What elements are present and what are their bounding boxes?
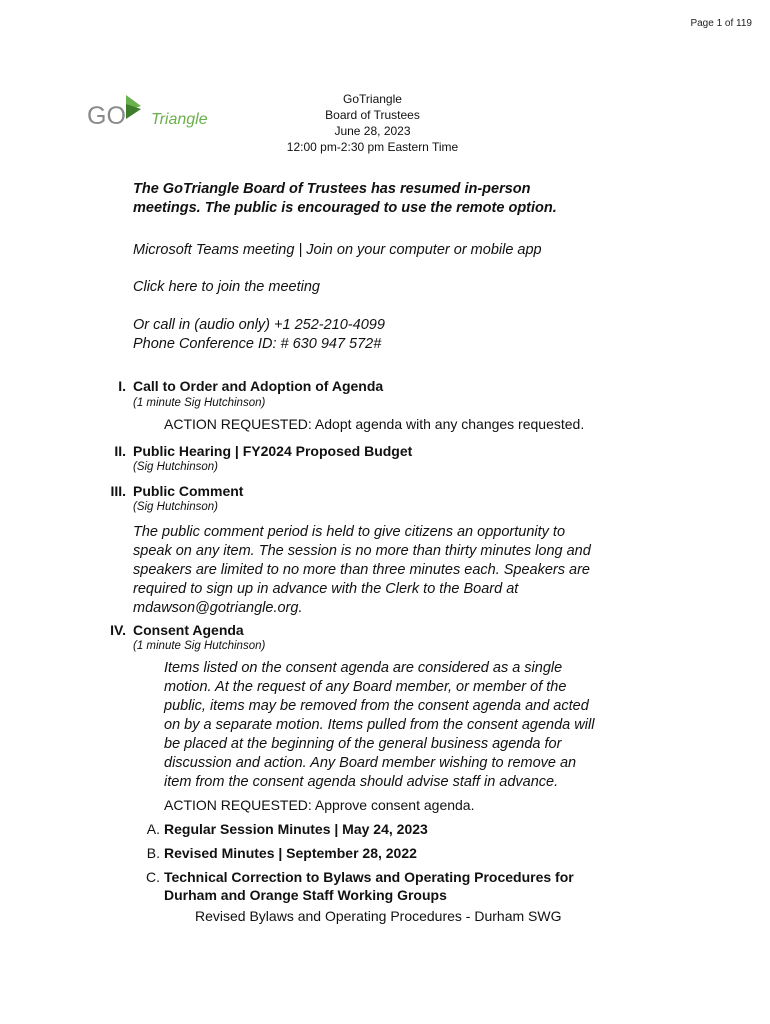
item-4-body-line: public, items may be removed from the consent agenda and acted <box>164 698 589 714</box>
subitem-c-title-line-1: Technical Correction to Bylaws and Operating Procedures for <box>164 869 574 885</box>
subitem-a-title: Regular Session Minutes | May 24, 2023 <box>164 821 428 837</box>
item-3-number: III. <box>110 483 126 499</box>
item-2-number: II. <box>114 443 126 459</box>
item-1-title: Call to Order and Adoption of Agenda <box>133 378 384 394</box>
item-4-body <box>164 659 594 792</box>
header-date: June 28, 2023 <box>334 124 411 138</box>
subitem-b-letter: B. <box>146 845 160 861</box>
call-in-line-2: Phone Conference ID: # 630 947 572# <box>133 336 382 352</box>
item-4-action: ACTION REQUESTED: Approve consent agenda. <box>164 797 475 813</box>
logo-graphic <box>87 92 217 132</box>
item-2-note: (Sig Hutchinson) <box>133 461 219 473</box>
subitem-a-letter: A. <box>146 821 160 837</box>
notice-line-2: meetings. The public is encouraged to use the remote option. <box>133 200 557 216</box>
call-in-info <box>133 316 385 354</box>
item-3-body-line: speakers are limited to no more than three minutes each. Speakers are <box>133 562 590 578</box>
teams-meeting-link[interactable]: Microsoft Teams meeting | Join on your computer or mobile app <box>133 242 542 258</box>
logo-go-text: GO <box>87 102 126 130</box>
item-1-action: ACTION REQUESTED: Adopt agenda with any changes requested. <box>164 416 585 432</box>
item-1-number: I. <box>118 378 126 394</box>
item-3-body-line: speak on any item. The session is no more than thirty minutes long and <box>133 543 591 559</box>
item-4-body-line: on by a separate motion. Items pulled from the consent agenda will <box>164 717 595 733</box>
meeting-header <box>250 91 495 155</box>
item-4-body-line: item from the consent agenda should advise staff in advance. <box>164 774 559 790</box>
subitem-c-detail: Revised Bylaws and Operating Procedures - Durham SWG <box>195 908 562 924</box>
item-4-body-line: motion. At the request of any Board member, or member of the <box>164 679 567 695</box>
subitem-c-title-line-2: Durham and Orange Staff Working Groups <box>164 887 447 903</box>
item-2-title: Public Hearing | FY2024 Proposed Budget <box>133 443 413 459</box>
item-3-body-line: required to sign up in advance with the Clerk to the Board at <box>133 581 519 597</box>
item-1-note: (1 minute Sig Hutchinson) <box>133 397 266 409</box>
logo-triangle-text: Triangle <box>151 111 208 128</box>
header-time: 12:00 pm-2:30 pm Eastern Time <box>286 140 459 154</box>
page-number: Page 1 of 119 <box>690 18 752 29</box>
item-4-body-line: discussion and action. Any Board member wishing to remove an <box>164 755 577 771</box>
subitem-c-title <box>164 868 574 904</box>
item-3-body-line: mdawson@gotriangle.org. <box>133 600 303 616</box>
item-4-body-line: be placed at the beginning of the general business agenda for <box>164 736 562 752</box>
item-4-title: Consent Agenda <box>133 622 244 638</box>
item-3-body-line: The public comment period is held to give citizens an opportunity to <box>133 524 566 540</box>
item-3-title: Public Comment <box>133 483 244 499</box>
subitem-c-letter: C. <box>146 869 160 885</box>
subitem-b-title: Revised Minutes | September 28, 2022 <box>164 845 417 861</box>
item-3-note: (Sig Hutchinson) <box>133 501 219 513</box>
notice-line-1: The GoTriangle Board of Trustees has resumed in-person <box>133 181 531 197</box>
join-meeting-link[interactable]: Click here to join the meeting <box>133 279 320 295</box>
header-org: GoTriangle <box>343 92 402 106</box>
item-4-note: (1 minute Sig Hutchinson) <box>133 640 266 652</box>
gotriangle-logo <box>87 92 217 132</box>
item-4-number: IV. <box>110 622 126 638</box>
notice <box>133 180 557 218</box>
call-in-line-1: Or call in (audio only) +1 252-210-4099 <box>133 317 385 333</box>
item-4-body-line: Items listed on the consent agenda are considered as a single <box>164 660 563 676</box>
header-board: Board of Trustees <box>325 108 420 122</box>
item-3-body <box>133 523 591 618</box>
